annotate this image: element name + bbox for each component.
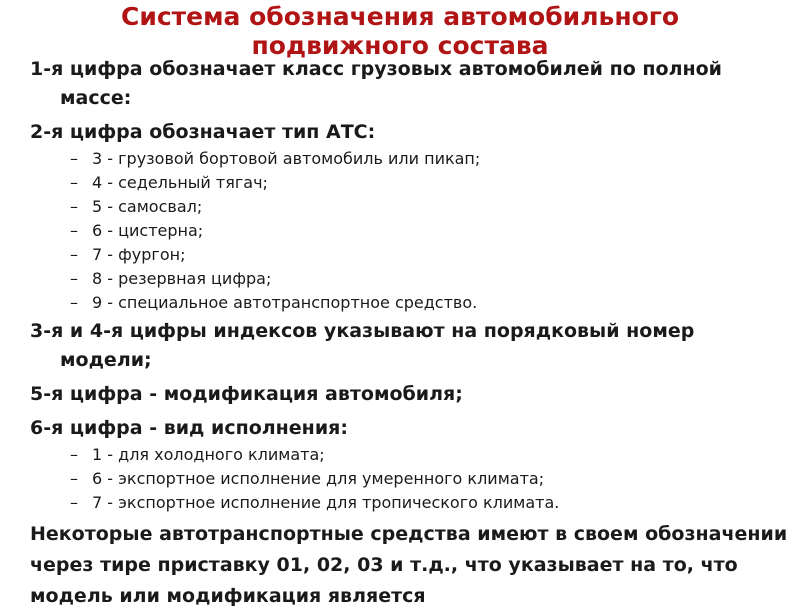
vehicle-type-list <box>70 147 790 315</box>
note-paragraph: Некоторые автотранспортные средства имеют в своем обозначении через тире приставку 01, 02, 03 и т.д., что указывает на то, что модель или модификация является <box>30 523 788 607</box>
list-item: – 7 - фургон; <box>70 243 790 267</box>
dash-bullet: – <box>70 197 78 216</box>
dash-bullet: – <box>70 173 78 192</box>
list-item: – 5 - самосвал; <box>70 195 790 219</box>
point-5: 6-я цифра - вид исполнения: <box>30 417 348 439</box>
dash-bullet: – <box>70 293 78 312</box>
point-2: 2-я цифра обозначает тип АТС: <box>30 121 376 143</box>
list-item: – 1 - для холодного климата; <box>70 443 790 467</box>
slide-title <box>0 2 800 60</box>
list-item: – 9 - специальное автотранспортное средство. <box>70 291 790 315</box>
slide-body <box>30 55 790 612</box>
title-line-2: подвижного состава <box>251 31 549 60</box>
list-item: – 6 - экспортное исполнение для умеренного климата; <box>70 467 790 491</box>
dash-bullet: – <box>70 493 78 512</box>
point-1: 1-я цифра обозначает класс грузовых автомобилей по полной массе: <box>30 58 722 109</box>
dash-bullet: – <box>70 269 78 288</box>
dash-bullet: – <box>70 469 78 488</box>
list-item: – 7 - экспортное исполнение для тропического климата. <box>70 491 790 515</box>
dash-bullet: – <box>70 221 78 240</box>
list-item: – 4 - седельный тягач; <box>70 171 790 195</box>
dash-bullet: – <box>70 245 78 264</box>
point-3: 3-я и 4-я цифры индексов указывают на порядковый номер модели; <box>30 320 695 371</box>
list-item: – 8 - резервная цифра; <box>70 267 790 291</box>
point-4: 5-я цифра - модификация автомобиля; <box>30 383 463 405</box>
list-item: – 6 - цистерна; <box>70 219 790 243</box>
climate-version-list <box>70 443 790 515</box>
dash-bullet: – <box>70 149 78 168</box>
list-item: – 3 - грузовой бортовой автомобиль или пикап; <box>70 147 790 171</box>
title-line-1: Система обозначения автомобильного <box>120 2 680 31</box>
dash-bullet: – <box>70 445 78 464</box>
